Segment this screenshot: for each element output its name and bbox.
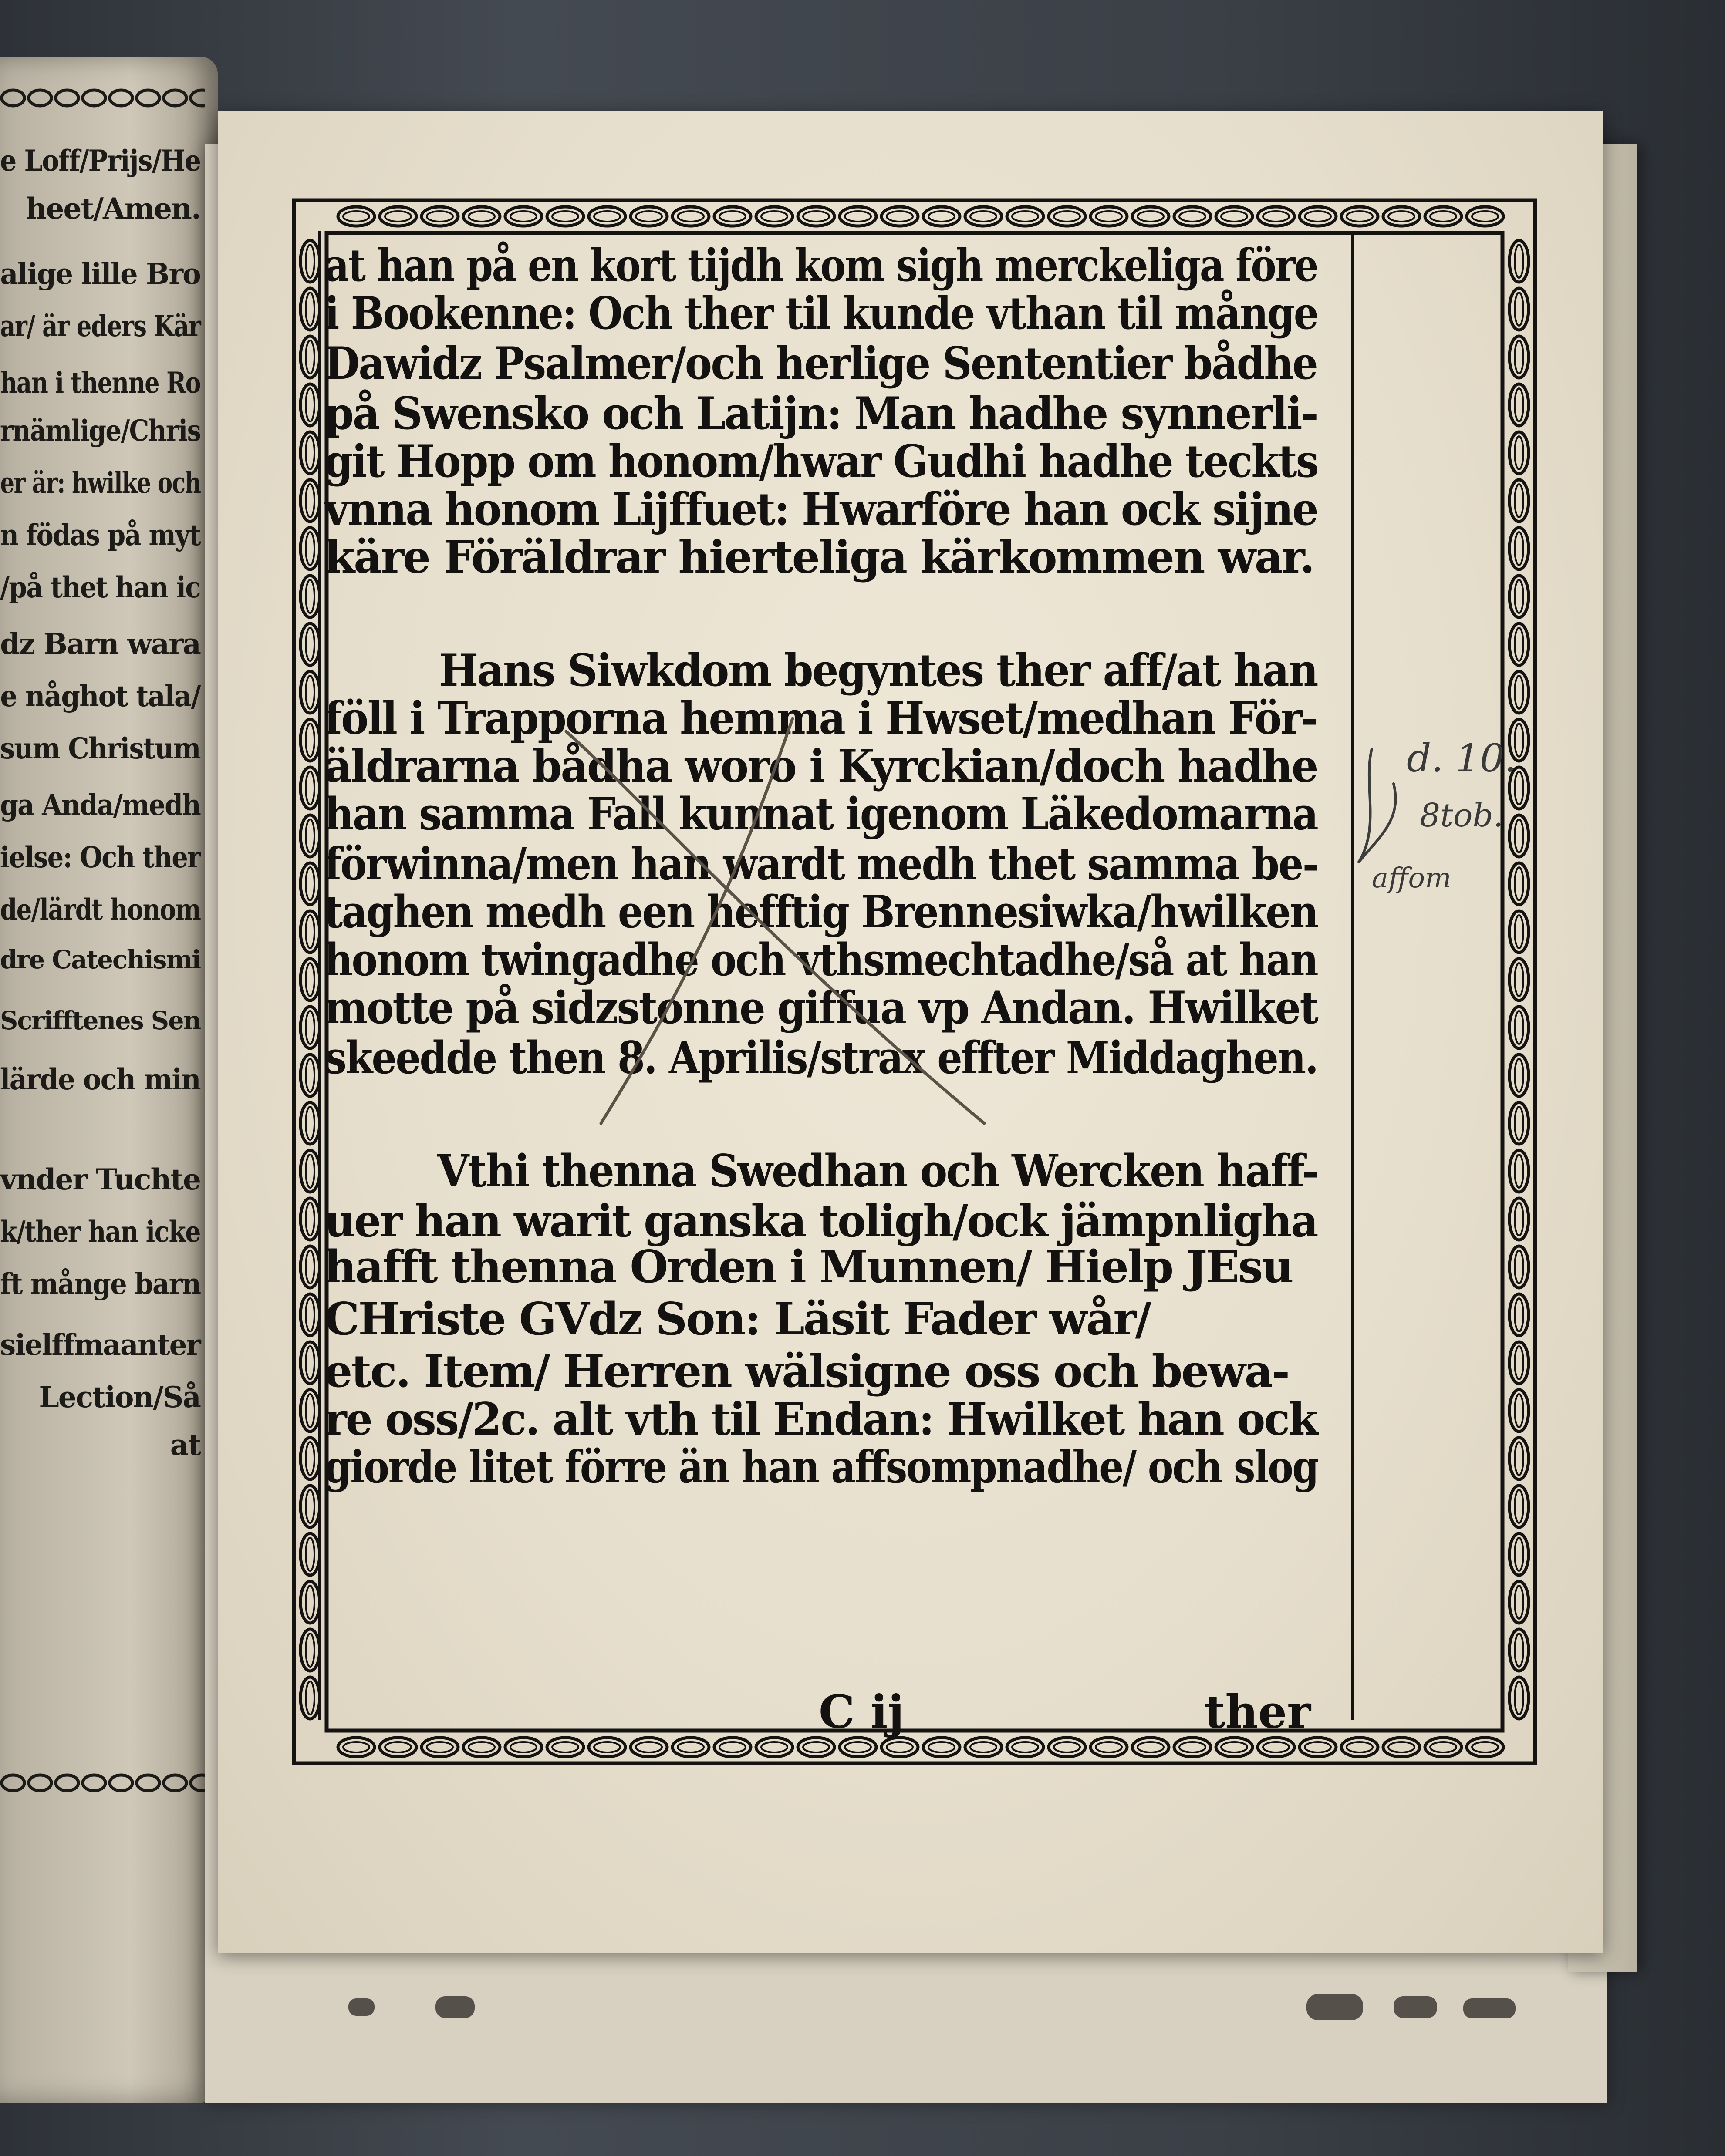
- signature-mark: C ij: [819, 1685, 905, 1738]
- text-line: re oss/2c. alt vth til Endan: Hwilket han ock: [324, 1393, 1317, 1445]
- left-page-line: ielse: Och ther: [0, 840, 200, 874]
- left-page-line: Scrifftenes Sen: [0, 1006, 200, 1035]
- text-line: käre Föräldrar hierteliga kärkommen war.: [324, 531, 1314, 583]
- text-line: uer han warit ganska toligh/ock jämpnligha: [324, 1195, 1317, 1247]
- catchword: ther: [1204, 1685, 1311, 1738]
- left-page-ornament-border: [0, 83, 205, 113]
- margin-annotation: [1354, 731, 1520, 949]
- left-page-line: sum Christum: [0, 731, 200, 765]
- bottom-ornament-underlying-page: [348, 1985, 1524, 2025]
- left-page-line: dre Catechismi: [0, 945, 200, 974]
- left-page-line: ar/ är eders Kär: [0, 309, 200, 343]
- text-line: etc. Item/ Herren wälsigne oss och bewa-: [324, 1345, 1289, 1398]
- text-line: Hans Siwkdom begyntes ther aff/at han: [439, 644, 1317, 697]
- text-line: i Bookenne: Och ther til kunde vthan til månge: [324, 287, 1318, 340]
- left-page-line: /på thet han ic: [0, 570, 200, 604]
- left-facing-page: [0, 57, 218, 2103]
- text-line: honom twingadhe och vthsmechtadhe/så at han: [324, 934, 1318, 986]
- annotation-line-3: affom: [1372, 862, 1452, 894]
- left-page-line: ft månge barn: [0, 1267, 200, 1301]
- left-page-line: alige lille Bro: [0, 257, 200, 291]
- left-page-line: heet/Amen.: [26, 192, 200, 226]
- text-line: skeedde then 8. Aprilis/strax effter Middaghen.: [324, 1032, 1318, 1084]
- left-page-line: han i thenne Ro: [0, 366, 200, 400]
- text-line: git Hopp om honom/hwar Gudhi hadhe teckts: [324, 435, 1318, 488]
- left-page-line: e Loff/Prijs/He: [0, 144, 200, 178]
- left-page-ornament-border-bottom: [0, 1768, 205, 1798]
- text-line: motte på sidzstonne giffua vp Andan. Hwilket: [324, 982, 1317, 1034]
- left-page-line: Lection/Så: [39, 1380, 200, 1414]
- text-line: föll i Trapporna hemma i Hwset/medhan För-: [324, 692, 1317, 744]
- left-page-line: rnämlige/Chris: [0, 414, 200, 448]
- left-page-line: er är: hwilke och: [0, 466, 200, 500]
- text-line: Dawidz Psalmer/och herlige Sententier bådhe: [324, 337, 1317, 390]
- text-line: Vthi thenna Swedhan och Wercken haff-: [437, 1145, 1318, 1197]
- text-line: vnna honom Lijffuet: Hwarföre han ock sijne: [324, 483, 1318, 536]
- text-line: han samma Fall kunnat igenom Läkedomarna: [324, 788, 1318, 840]
- annotation-line-1: d. 10.: [1407, 736, 1517, 781]
- left-page-line: dz Barn wara: [0, 627, 200, 661]
- text-line: på Swensko och Latijn: Man hadhe synnerli-: [324, 387, 1318, 440]
- left-page-line: sielffmaanter: [0, 1328, 200, 1362]
- text-line: äldrarna bådha woro i Kyrckian/doch hadhe: [324, 740, 1317, 792]
- left-page-line: e någhot tala/: [0, 679, 200, 713]
- text-line: taghen medh een hefftig Brennesiwka/hwilken: [324, 886, 1318, 938]
- left-page-line: k/ther han icke: [0, 1215, 200, 1249]
- annotation-line-2: 8tob.: [1420, 797, 1504, 834]
- left-page-line: ga Anda/medh: [0, 788, 200, 822]
- text-line: förwinna/men han wardt medh thet samma be-: [324, 838, 1318, 890]
- left-page-line: at: [170, 1428, 200, 1462]
- text-line: CHriste GVdz Son: Läsit Fader wår/: [324, 1293, 1150, 1345]
- text-line: giorde litet förre än han affsompnadhe/ och slog: [324, 1441, 1318, 1493]
- left-page-line: n födas på myt: [0, 518, 200, 552]
- left-page-line: de/lärdt honom: [0, 893, 200, 926]
- text-line: at han på en kort tijdh kom sigh merckeliga före: [324, 239, 1318, 292]
- text-line: hafft thenna Orden i Munnen/ Hielp JEsu: [324, 1241, 1293, 1293]
- left-page-line: lärde och min: [0, 1062, 200, 1096]
- left-page-line: vnder Tuchte: [0, 1162, 200, 1196]
